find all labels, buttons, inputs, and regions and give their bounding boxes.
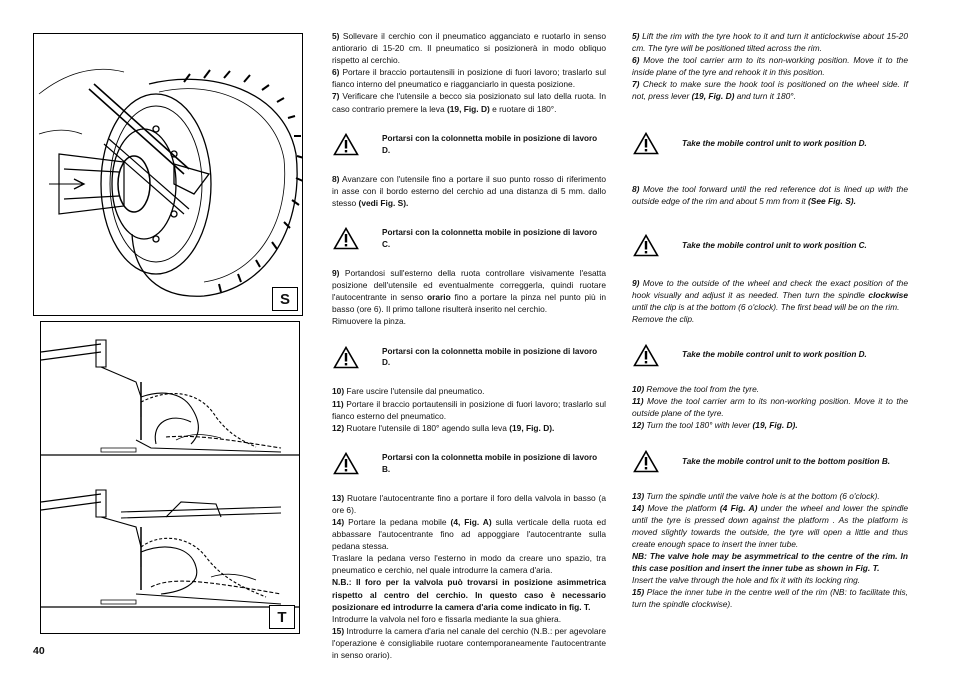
- step-13-en: 13) Turn the spindle until the valve hole is at the bottom (6 o'clock).: [632, 490, 880, 501]
- step-7-en: 7) Check to make sure the hook tool is positioned on the wheel side. If not, press lever (19, Fig. D) and turn it 180°.: [632, 79, 908, 102]
- step-9-en: 9) Move to the outside of the wheel and check the exact position of the hook visually and adjust it as needed. Then turn the spindle clockwise until the clip is at the bottom (6 o'clock). The first bead will be on the rim.: [632, 277, 908, 312]
- step-9-remove: Rimuovere la pinza.: [332, 316, 407, 327]
- warning-position-c-en: Take the mobile control unit to work position C.: [632, 229, 908, 263]
- warning-position-c: Portarsi con la colonnetta mobile in posizione di lavoro C.: [332, 222, 606, 256]
- step-14: 14) Portare la pedana mobile (4, Fig. A) sulla verticale della ruota ed abbassare l'autocentrante fino ad appoggiare l'autocentrante sulla pedana stessa.: [332, 516, 606, 552]
- step-9-remove-en: Remove the clip.: [632, 314, 695, 325]
- figure-t-label: T: [269, 605, 295, 629]
- step-15: 15) Introdurre la camera d'aria nel canale del cerchio (N.B.: per agevolare l'operazione è consigliabile ruotare contemporaneamente l'autocentrante in senso orario).: [332, 625, 606, 660]
- step-10-en: 10) Remove the tool from the tyre.: [632, 384, 760, 395]
- figure-s-illustration: [34, 34, 302, 315]
- figure-s: [33, 33, 303, 316]
- warning-icon: [633, 450, 659, 473]
- warning-icon: [333, 346, 359, 369]
- nb-valve: Introdurre la valvola nel foro e fissarla mediante la sua ghiera.: [332, 613, 562, 624]
- nb-note: N.B.: Il foro per la valvola può trovarsi in posizione asimmetrica rispetto al centro del cerchio. In questo caso è necessario posizionare ed introdurre la camera d'aria come indicato in fig. T.: [332, 577, 606, 612]
- step-7: 7) Verificare che l'utensile a becco sia posizionato sul lato della ruota. In caso contrario premere la leva (19, Fig. D) e ruotare di 180°.: [332, 91, 606, 114]
- warning-icon: [333, 133, 359, 156]
- warning-position-d-en: Take the mobile control unit to work position D.: [632, 127, 908, 161]
- warning-position-b-en: Take the mobile control unit to the bottom position B.: [632, 445, 908, 479]
- warning-icon: [633, 344, 659, 367]
- step-13: 13) Ruotare l'autocentrante fino a portare il foro della valvola in basso (a ore 6).: [332, 492, 606, 515]
- step-11: 11) Portare il braccio portautensili in posizione di fuori lavoro; traslarlo sul fianco esterno del pneumatico.: [332, 398, 606, 421]
- step-5-en: 5) Lift the rim with the tyre hook to it and turn it anticlockwise about 15-20 cm. The tyre will be positioned tilted across the rim.: [632, 31, 908, 54]
- english-column: [632, 30, 908, 610]
- step-15-en: 15) Place the inner tube in the centre well of the rim (NB: to facilitate this, turn the spindle clockwise).: [632, 587, 908, 610]
- warning-position-d-en-2: Take the mobile control unit to work position D.: [632, 338, 908, 372]
- figure-t: [40, 321, 300, 634]
- warning-position-d: Portarsi con la colonnetta mobile in posizione di lavoro D.: [332, 128, 606, 162]
- italian-column: [332, 30, 606, 661]
- step-5: 5) Sollevare il cerchio con il pneumatico agganciato e ruotarlo in senso antiorario di 15-20 cm. Il pneumatico si posizionerà in modo obliquo rispetto al cerchio.: [332, 31, 606, 66]
- step-8: 8) Avanzare con l'utensile fino a portare il suo punto rosso di riferimento in asse con il bordo esterno del cerchio ad una distanza di 5 mm. dallo stesso (vedi Fig. S).: [332, 173, 606, 208]
- step-12-en: 12) Turn the tool 180° with lever (19, Fig. D).: [632, 420, 798, 431]
- warning-icon: [633, 234, 659, 257]
- warning-icon: [333, 452, 359, 475]
- warning-position-b: Portarsi con la colonnetta mobile in posizione di lavoro B.: [332, 447, 606, 481]
- figure-s-label: S: [272, 287, 298, 311]
- step-10: 10) Fare uscire l'utensile dal pneumatico.: [332, 386, 485, 397]
- figure-t-illustration: [41, 322, 299, 633]
- nb-note-en: NB: The valve hole may be asymmetrical to the centre of the rim. In this case position and insert the inner tube as shown in Fig. T.: [632, 550, 908, 574]
- step-11-en: 11) Move the tool carrier arm to its non-working position. Move it to the outside plane of the tyre.: [632, 396, 908, 419]
- step-9: 9) Portandosi sull'esterno della ruota controllare visivamente l'esatta posizione dell'utensile ed eventualmente correggerla, quindi ruotare l'autocentrante in senso orario fino a portare la pinza nel punto più in basso (ore 6). Il primo tallone risulterà inserito nel cerchio.: [332, 267, 606, 315]
- step-8-en: 8) Move the tool forward until the red reference dot is lined up with the outside edge of the rim and about 5 mm from it (See Fig. S).: [632, 183, 908, 206]
- step-6-en: 6) Move the tool carrier arm to its non-working position. Move it to the inside plane of the tyre and rehook it in this position.: [632, 55, 908, 78]
- nb-valve-en: Insert the valve through the hole and fix it with its locking ring.: [632, 575, 861, 586]
- step-12: 12) Ruotare l'utensile di 180° agendo sulla leva (19, Fig. D).: [332, 422, 555, 433]
- step-14-note: Traslare la pedana verso l'esterno in modo da creare uno spazio, tra pneumatico e cerchio, nel quale introdurre la camera d'aria.: [332, 553, 606, 576]
- step-14-en: 14) Move the platform (4 Fig. A) under the wheel and lower the spindle until the tyre is pressed down against the platform . As the platform is moved slightly towards the outside, the tyre will open a little and thus create enough space to insert the inner tube.: [632, 502, 909, 549]
- warning-icon: [633, 132, 659, 155]
- warning-position-d-2: Portarsi con la colonnetta mobile in posizione di lavoro D.: [332, 340, 606, 374]
- warning-icon: [333, 227, 359, 250]
- step-6: 6) Portare il braccio portautensili in posizione di fuori lavoro; traslarlo sul fianco interno del pneumatico e riagganciarlo in questa posizione.: [332, 67, 606, 90]
- page-number: 40: [33, 645, 45, 657]
